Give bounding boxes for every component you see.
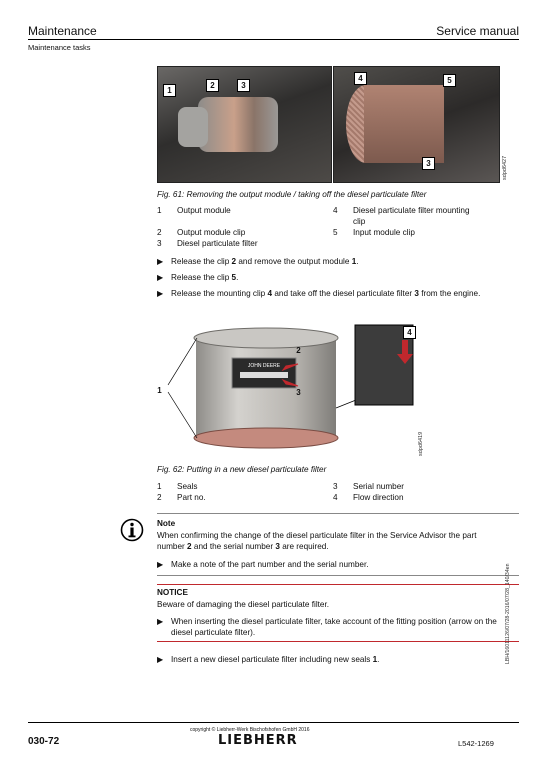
leader-line (336, 400, 356, 408)
callout-3: 3 (237, 79, 250, 92)
callout-1: 1 (163, 84, 176, 97)
leader-line (168, 392, 197, 438)
subsection-title: Maintenance tasks (28, 43, 91, 52)
model-code: L542-1269 (458, 739, 494, 748)
callout-4: 4 (354, 72, 367, 85)
filter-top-seal (194, 328, 338, 348)
notice-text: Beware of damaging the diesel particulate filter. (157, 600, 330, 609)
filter-body (364, 85, 444, 163)
module-shape (178, 107, 208, 147)
barcode (240, 372, 288, 378)
callout-1: 1 (157, 386, 162, 395)
copyright: copyright © Liebherr-Werk Bischofshofen GmbH 2016 (190, 727, 310, 733)
callout-2: 2 (206, 79, 219, 92)
leader-line (168, 338, 197, 385)
plate-brand: JOHN DEERE (247, 363, 281, 369)
note-text: When confirming the change of the diesel particulate filter in the Service Advisor the part number 2 and the serial number 3 are required. (157, 531, 477, 551)
callout-4: 4 (403, 326, 416, 339)
fig62-image-code: sdpd6419 (418, 431, 424, 456)
document-side-code: LBH/16011126/07/28-2016/07/28_140/34en (505, 563, 511, 664)
callout-2: 2 (296, 346, 301, 355)
header-rule (28, 39, 519, 40)
callout-3: 3 (296, 388, 301, 397)
callout-5: 5 (443, 74, 456, 87)
fig62-caption: Fig. 62: Putting in a new diesel particulate filter (157, 465, 327, 474)
note-rule (157, 513, 519, 514)
notice-end-rule (157, 641, 519, 642)
page-number: 030-72 (28, 736, 60, 747)
notice-rule (157, 584, 519, 585)
note-title: Note (157, 519, 176, 528)
callout-3b: 3 (422, 157, 435, 170)
info-icon (120, 518, 144, 542)
fig61-image-code: sdpd6427 (502, 155, 508, 180)
note-end-rule (157, 575, 519, 576)
section-title: Maintenance (28, 24, 97, 38)
manual-title: Service manual (436, 24, 519, 38)
filter-shape (198, 97, 278, 152)
filter-bottom-seal (194, 428, 338, 448)
notice-title: NOTICE (157, 588, 188, 597)
filter-illustration (150, 320, 430, 455)
liebherr-logo: LIEBHERR (218, 733, 298, 748)
footer-rule (28, 722, 519, 723)
fig61-caption: Fig. 61: Removing the output module / taking off the diesel particulate filter (157, 190, 427, 199)
